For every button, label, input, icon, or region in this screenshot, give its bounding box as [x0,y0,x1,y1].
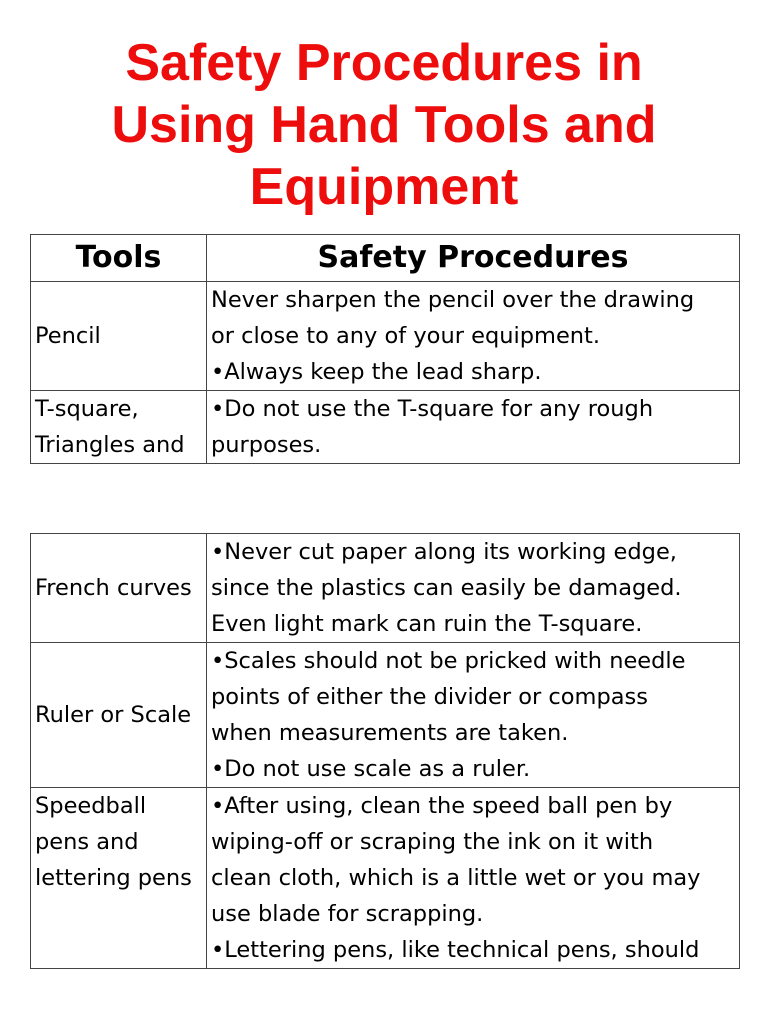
procedure-line: use blade for scrapping. [211,901,484,927]
tool-name: T-square, [35,396,139,422]
procedure-line: •Lettering pens, like technical pens, should [211,937,700,963]
procedure-line: or close to any of your equipment. [211,323,601,349]
procedure-line: •After using, clean the speed ball pen by [211,793,673,819]
procedure-cell [207,643,740,788]
tool-name: Pencil [35,323,101,349]
title-line: Safety Procedures in [125,34,643,92]
safety-table-1 [30,234,740,464]
procedure-cell [207,788,740,969]
tool-name: Speedball [35,793,147,819]
procedure-line: clean cloth, which is a little wet or you may [211,865,701,891]
procedure-cell [207,282,740,391]
tool-name: Ruler or Scale [35,702,192,728]
tool-name: Triangles and [35,432,185,458]
tool-cell [31,282,207,391]
tool-cell [31,643,207,788]
tool-name: French curves [35,575,192,601]
column-header-tools: Tools [31,235,207,282]
procedure-line: purposes. [211,432,322,458]
procedure-line: points of either the divider or compass [211,684,648,710]
procedure-line: wiping-off or scraping the ink on it with [211,829,654,855]
tool-name: lettering pens [35,865,192,891]
table-row [31,788,740,969]
procedure-line: •Scales should not be pricked with needle [211,648,686,674]
procedure-cell [207,534,740,643]
title-line: Equipment [249,158,519,216]
table-row [31,391,740,464]
procedure-line: Even light mark can ruin the T-square. [211,611,643,637]
procedure-line: •Never cut paper along its working edge, [211,539,677,565]
procedure-line: •Always keep the lead sharp. [211,359,542,385]
table-row [31,534,740,643]
procedure-line: Never sharpen the pencil over the drawing [211,287,695,313]
table-header-row [31,235,740,282]
procedure-line: since the plastics can easily be damaged. [211,575,682,601]
tool-cell [31,534,207,643]
table-row [31,282,740,391]
tool-cell [31,788,207,969]
procedure-line: when measurements are taken. [211,720,569,746]
safety-table-2 [30,533,740,969]
table-row [31,643,740,788]
tool-cell [31,391,207,464]
tool-name: pens and [35,829,139,855]
procedure-line: •Do not use the T-square for any rough [211,396,654,422]
title-line: Using Hand Tools and [111,96,657,154]
procedure-line: •Do not use scale as a ruler. [211,756,531,782]
page-title [0,32,768,218]
column-header-safety-procedures: Safety Procedures [207,235,740,282]
procedure-cell [207,391,740,464]
